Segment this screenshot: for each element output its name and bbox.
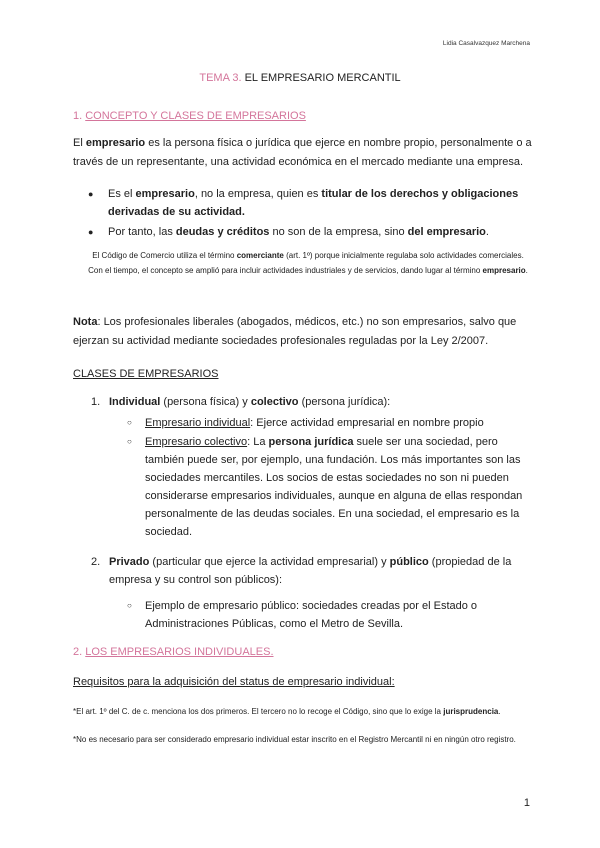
text-span: : Los profesionales liberales (abogados, médicos, etc.) no son empresarios, salvo que ejerzan su actividad mediante sociedades profesionales reguladas por la Ley 2/2007. [73,316,517,347]
text-span: . [498,707,501,716]
bold-term: empresario [135,188,195,200]
bullet-dot-icon: ● [88,227,94,237]
bold-term: colectivo [250,396,299,408]
bullet-circle-icon: ○ [127,418,132,427]
text-span: (art. 1º) porque inicialmente regulaba solo actividades comerciales. Con el tiempo, el concepto se amplió para incluir actividades industriales y de servicios, dando lugar al término [88,251,524,275]
text-span: , no la empresa, quien es [194,188,322,200]
text-span: : Ejerce actividad empresarial en nombre propio [250,417,484,429]
author-name: Lidia Casalvazquez Marchena [442,40,530,47]
section-1-title: CONCEPTO Y CLASES DE EMPRESARIOS [85,110,306,122]
bullet-item [88,223,528,241]
clases-heading-text: CLASES DE EMPRESARIOS [73,368,219,380]
text-span: Es el [108,188,136,200]
bold-term: Nota [73,316,98,328]
title-text: EL EMPRESARIO MERCANTIL [241,72,401,84]
footnote-2: *No es necesario para ser considerado empresario individual estar inscrito en el Registro Mercantil ni en ningún otro registro. [73,735,516,744]
title-prefix: TEMA 3. [199,72,242,84]
text-span: no son de la empresa, sino [269,226,408,238]
definition-bullets [88,185,528,241]
requisitos-heading [73,673,533,692]
section-2-heading [73,646,274,658]
text-span: (propiedad de la empresa y su control son públicos): [109,556,512,586]
text-span: El Código de Comercio utiliza el término [92,251,237,260]
requisitos-text: Requisitos para la adquisición del status de empresario individual: [73,676,395,688]
clases-heading [73,365,533,384]
publico-sublist [127,597,530,633]
text-span: Ejemplo de empresario público: sociedades creadas por el Estado o Administraciones Públicas, como el Metro de Sevilla. [145,600,478,630]
sublist-item [127,597,530,633]
text-span: *El art. 1º del C. de c. menciona los dos primeros. El tercero no lo recoge el Código, sino que lo exige la [73,707,444,716]
bold-term: Individual [109,396,161,408]
bold-term: comerciante [236,251,284,260]
bold-term: empresario [85,137,146,149]
underlined-term: Empresario individual [145,417,251,429]
underlined-term: Empresario colectivo [145,436,248,448]
list-item-1 [91,393,529,411]
sublist-item [127,433,530,541]
section-2-number: 2. [73,646,86,658]
bold-term: empresario [482,266,526,275]
text-span: (particular que ejerce la actividad empresarial) y [149,556,390,568]
section-1-heading [73,110,306,122]
text-span: . [525,266,528,275]
section-2-title: LOS EMPRESARIOS INDIVIDUALES. [85,646,274,658]
list-item-2 [91,553,529,589]
bold-term: titular de los derechos y obligaciones derivadas de su actividad. [108,188,519,218]
bullet-dot-icon: ● [88,189,94,199]
individual-colectivo-sublist [127,414,530,541]
text-span: . [485,226,489,238]
intro-paragraph [73,134,533,171]
text-span: (persona jurídica): [298,396,391,408]
bold-term: Privado [109,556,150,568]
text-span: es la persona física o jurídica que ejerce en nombre propio, personalmente o a través de un representante, una actividad económica en el mercado mediante una empresa. [73,137,532,168]
list-number: 2. [91,556,101,568]
text-span: (persona física) y [160,396,251,408]
nota-paragraph [73,313,533,350]
footnote-1 [73,704,533,719]
document-title [0,72,600,84]
sublist-item [127,414,530,432]
section-1-number: 1. [73,110,86,122]
bold-term: público [389,556,429,568]
text-span: El [73,137,86,149]
bullet-item [88,185,528,221]
text-span: : La [247,436,269,448]
text-span: suele ser una sociedad, pero también puede ser, por ejemplo, una fundación. Los más importantes son las sociedades mercantiles. Los socios de estas sociedades no son ni pueden considerarse empresarios individuales, aunque en alguna de ellas respondan personalmente de las deudas sociales. En una sociedad, el empresario es la sociedad. [145,436,523,538]
text-span: Por tanto, las [108,226,176,238]
bullet-circle-icon: ○ [127,437,132,446]
bold-term: persona jurídica [268,436,354,448]
page-number: 1 [523,797,530,809]
bold-term: jurisprudencia [443,707,499,716]
bold-term: deudas y créditos [175,226,270,238]
bold-term: del empresario [407,226,486,238]
list-number: 1. [91,396,101,408]
codigo-note [88,248,528,278]
bullet-circle-icon: ○ [127,601,132,610]
